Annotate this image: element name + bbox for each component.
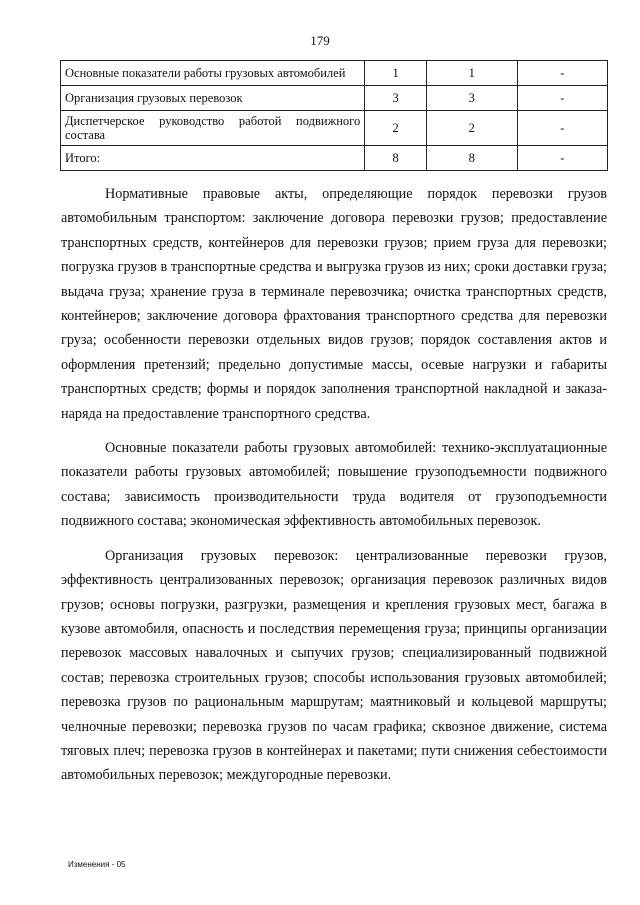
- table-cell-hours: 2: [365, 111, 427, 146]
- table-cell-hours: 3: [427, 86, 518, 111]
- table-cell-hours: 3: [365, 86, 427, 111]
- paragraph-cargo-organization: Организация грузовых перевозок: централизованные перевозки грузов, эффективность централизованных перевозок; организация перевозок различных видов грузов; основы погрузки, разгрузки, размещения и крепления грузовых мест, багажа в кузове автомобиля, опасность и последствия перемещения груза; принципы организации перевозок массовых навалочных и сыпучих грузов; специализированный подвижной состав; перевозка строительных грузов; способы использования грузовых автомобилей; перевозка грузов по рациональным маршрутам; маятниковый и кольцевой маршруты; челночные перевозки; перевозка грузов по часам графика; сквозное движение, система тяговых плеч; перевозка грузов в контейнерах и пакетами; пути снижения себестоимости автомобильных перевозок; междугородные перевозки.: [61, 547, 607, 784]
- table-cell-hours: 1: [427, 61, 518, 86]
- table-row: [61, 111, 608, 146]
- table-cell-topic: [61, 111, 365, 146]
- paragraph-performance-indicators: Основные показатели работы грузовых автомобилей: технико-эксплуатационные показатели работы грузовых автомобилей; повышение грузоподъемности подвижного состава; зависимость производительности труда водителя от грузоподъемности подвижного состава; экономическая эффективность автомобильных перевозок.: [61, 440, 607, 530]
- table-cell-topic-line: Диспетчерское руководство работой подвижного: [65, 114, 361, 128]
- page-number: 179: [310, 33, 330, 48]
- table-row: [61, 61, 608, 86]
- table-cell-hours: 2: [427, 111, 518, 146]
- table-cell-hours: -: [517, 86, 607, 111]
- table-row: [61, 146, 608, 171]
- table-cell-topic: Организация грузовых перевозок: [61, 86, 365, 111]
- hours-table: [60, 60, 608, 171]
- table-cell-hours: 8: [427, 146, 518, 171]
- table-cell-hours: -: [517, 61, 607, 86]
- table-cell-hours: -: [517, 111, 607, 146]
- table-cell-hours: 8: [365, 146, 427, 171]
- table-cell-topic-line: состава: [65, 128, 106, 142]
- table-cell-hours: 1: [365, 61, 427, 86]
- table-cell-topic: Основные показатели работы грузовых автомобилей: [61, 61, 365, 86]
- body-text: [61, 182, 607, 798]
- table-cell-total-label: Итого:: [61, 146, 365, 171]
- table-cell-hours: -: [517, 146, 607, 171]
- paragraph-legal-acts: Нормативные правовые акты, определяющие порядок перевозки грузов автомобильным транспортом: заключение договора перевозки грузов; предоставление транспортных средств, контейнеров для перевозки грузов; прием груза для перевозки; погрузка грузов в транспортные средства и выгрузка грузов из них; сроки доставки груза; выдача груза; хранение груза в терминале перевозчика; очистка транспортных средств, контейнеров; заключение договора фрахтования транспортного средства для перевозки груза; особенности перевозки отдельных видов грузов; порядок составления актов и оформления претензий; предельно допустимые массы, осевые нагрузки и габариты транспортных средств; формы и порядок заполнения транспортной накладной и заказа-наряда на предоставление транспортного средства.: [61, 186, 607, 422]
- table-row: [61, 86, 608, 111]
- footer-revision: Изменения - 05: [68, 860, 126, 869]
